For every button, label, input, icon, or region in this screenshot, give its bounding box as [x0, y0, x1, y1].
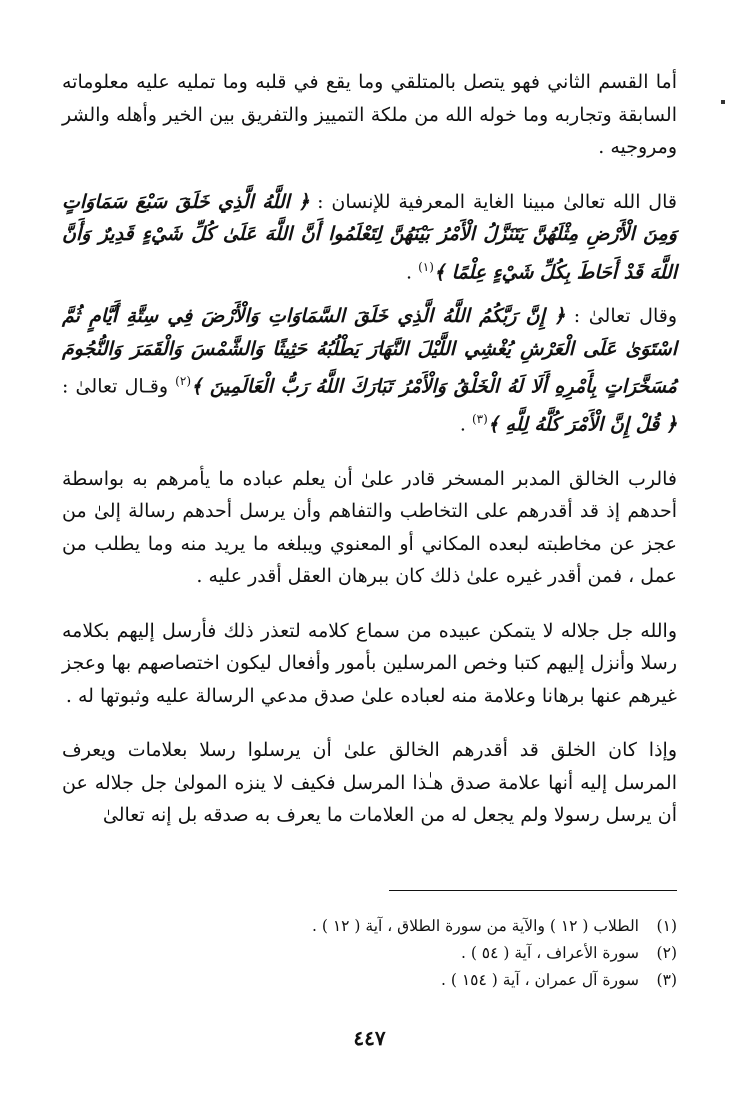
paragraph-3-tail: .: [459, 413, 472, 436]
quran-verse-3: ﴿ قُلْ إِنَّ الْأَمْرَ كُلَّهُ لِلَّهِ ﴾: [487, 413, 677, 436]
footnote-1-text: الطلاب ( ١٢ ) والآية من سورة الطلاق ، آية ( ١٢ ) .: [312, 917, 639, 935]
footnote-3-number: (٣): [656, 971, 677, 989]
paragraph-3: [62, 300, 677, 441]
page-number: ٤٤٧: [353, 1026, 386, 1050]
quran-verse-1: ﴿ اللَّهُ الَّذِي خَلَقَ سَبْعَ سَمَاوَاتٍ وَمِنَ الْأَرْضِ مِثْلَهُنَّ يَتَنَزَّلُ الْأَمْرُ بَيْنَهُنَّ لِتَعْلَمُوا أَنَّ اللَّهَ عَلَىٰ كُلِّ شَيْءٍ قَدِيرٌ وَأَنَّ اللَّهَ قَدْ أَحَاطَ بِكُلِّ شَيْءٍ عِلْمًا ﴾: [62, 190, 677, 283]
footnote-2-text: سورة الأعراف ، آية ( ٥٤ ) .: [460, 944, 639, 962]
paragraph-1: أما القسم الثاني فهو يتصل بالمتلقي وما يقع في قلبه وما تمليه عليه معلوماته السابقة وتجاربه وما خوله الله من ملكة التمييز والتفريق بين الخير وأهله والشر ومروجيه .: [62, 71, 677, 158]
paragraph-3-mid: وقـال تعالىٰ :: [62, 375, 176, 398]
paragraph-6: وإذا كان الخلق قد أقدرهم الخالق علىٰ أن يرسلوا رسلا بعلامات ويعرف المرسل إليه أنها علامة صدق هـٰذا المرسل فكيف لا ينزه المولىٰ جل جلاله عن أن يرسل رسولا ولم يجعل له من العلامات ما يعرف به صدقه بل إنه تعالىٰ: [62, 739, 677, 827]
footnote-divider: [389, 890, 677, 891]
page-body: [62, 66, 677, 844]
quran-verse-2: ﴿ إِنَّ رَبَّكُمُ اللَّهُ الَّذِي خَلَقَ السَّمَاوَاتِ وَالْأَرْضَ فِي سِتَّةِ أَيَّامٍ ثُمَّ اسْتَوَىٰ عَلَى الْعَرْشِ يُغْشِي اللَّيْلَ النَّهَارَ يَطْلُبُهُ حَثِيثًا وَالشَّمْسَ وَالْقَمَرَ وَالنُّجُومَ مُسَخَّرَاتٍ بِأَمْرِهِ أَلَا لَهُ الْخَلْقُ وَالْأَمْرُ تَبَارَكَ اللَّهُ رَبُّ الْعَالَمِينَ ﴾: [62, 305, 677, 398]
footnote-ref-1[interactable]: (١): [418, 259, 434, 274]
paragraph-2-tail: .: [406, 260, 419, 283]
footnotes: [62, 913, 677, 994]
footnote-1: [62, 913, 677, 940]
footnote-1-number: (١): [656, 917, 677, 935]
paragraph-3-lead: وقال تعالىٰ :: [573, 305, 677, 328]
margin-mark: [721, 100, 725, 104]
paragraph-2: [62, 186, 677, 289]
paragraph-5: والله جل جلاله لا يتمكن عبيده من سماع كلامه لتعذر ذلك فأرسل إليهم بكلامه رسلا وأنزل إليهم كتبا وخص المرسلين بأمور وأفعال ليكون اختصاصهم بها وعجز غيرهم عنها برهانا وعلامة منه لعباده علىٰ صدق مدعي الرسالة عليه وثبوتها له .: [62, 619, 677, 707]
footnote-ref-2[interactable]: (٢): [175, 374, 191, 389]
footnote-3: [62, 967, 677, 994]
footnote-2: [62, 940, 677, 967]
paragraph-4: فالرب الخالق المدبر المسخر قادر علىٰ أن يعلم عباده ما يأمرهم به بواسطة أحدهم إذ قد أقدرهم على التخاطب والتفاهم وأن يرسل أحدهم رسالة إلىٰ من عجز عن مخاطبته لبعده المكاني أو المعنوي ويبلغه ما يريد منه وما يطلب من عمل ، فمن أقدر غيره علىٰ ذلك كان ببرهان العقل أقدر عليه .: [62, 467, 677, 588]
footnote-2-number: (٢): [656, 944, 677, 962]
paragraph-2-lead: قال الله تعالىٰ مبينا الغاية المعرفية للإنسان :: [317, 190, 677, 213]
footnote-ref-3[interactable]: (٣): [471, 412, 488, 427]
footnote-3-text: سورة آل عمران ، آية ( ١٥٤ ) .: [441, 971, 639, 989]
